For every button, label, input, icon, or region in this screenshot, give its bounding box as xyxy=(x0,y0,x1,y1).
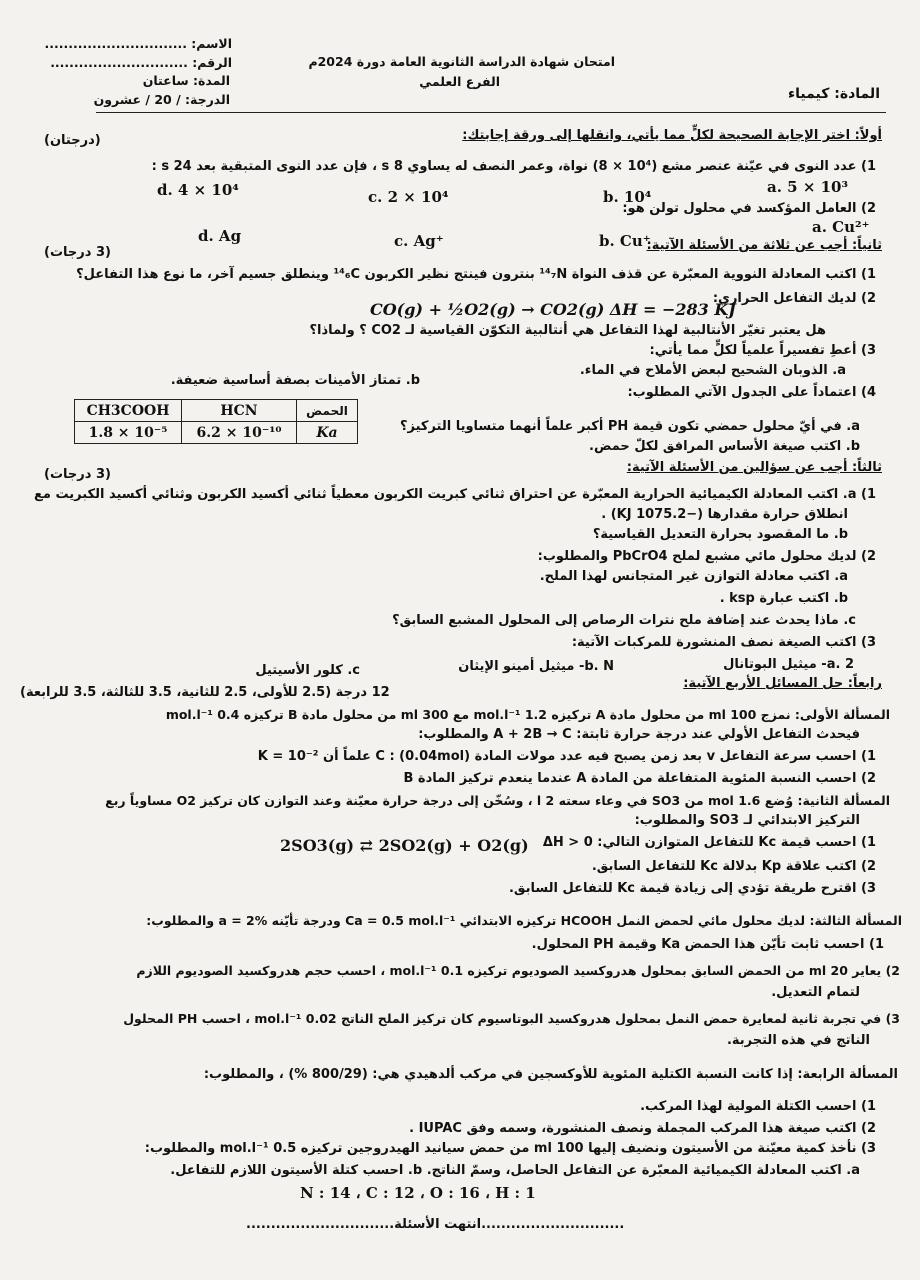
part3-q3-option-c: c. كلور الأسيتيل xyxy=(255,663,360,678)
problem3-q2: 2) يعاير 20 ml من الحمض السابق بمحلول هدروكسيد الصوديوم تركيزه 0.1 mol.l⁻¹ ، احسب حجم هدروكسيد الصوديوم اللازم xyxy=(136,963,900,978)
problem1-q2: 2) احسب النسبة المئوية المتفاعلة من المادة A عندما ينعدم تركيز المادة B xyxy=(403,771,876,786)
table-cell: 1.8 × 10⁻⁵ xyxy=(75,422,182,444)
part2-q2-equation: CO(g) + ½O2(g) → CO2(g) ΔH = −283 KJ xyxy=(370,300,736,319)
problem4-q1: 1) احسب الكتلة المولية لهذا المركب. xyxy=(640,1099,876,1114)
end-of-questions: .............................انتهت الأسئلة.............................. xyxy=(246,1217,625,1232)
part4-points: 12 درجة (2.5 للأولى، 2.5 للثانية، 3.5 للثالثة، 3.5 للرابعة) xyxy=(20,685,390,700)
part2-points: (3 درجات) xyxy=(44,245,111,260)
part3-q3-option-a: a. 2- ميثيل البوتانال xyxy=(723,657,854,672)
part3-q1a: 1) a. اكتب المعادلة الكيميائية الحرارية المعبّرة عن احتراق ثنائي كبريت الكربون معطياً ثنائي أكسيد الكربون وثنائي أكسيد الكبريت مع xyxy=(34,487,876,502)
part3-q3: 3) اكتب الصيغة نصف المنشورة للمركبات الآتية: xyxy=(571,635,876,650)
atomic-masses: N : 14 ، C : 12 ، O : 16 ، H : 1 xyxy=(300,1184,536,1202)
part2-q2: 2) لديك التفاعل الحراري: xyxy=(712,291,876,306)
problem3-statement: المسألة الثالثة: لديك محلول مائي لحمض النمل HCOOH تركيزه الابتدائي Ca = 0.5 mol.l⁻¹ ودرجة تأيّنه a = 2% والمطلوب: xyxy=(146,913,902,928)
part2-q1: 1) اكتب المعادلة النووية المعبّرة عن قذف النواة ¹⁴₇N بنترون فينتج نظير الكربون ¹⁴₆C وينطلق جسيم آخر، ما نوع هذا التفاعل؟ xyxy=(76,267,876,282)
table-row xyxy=(75,400,358,422)
problem4-q3: 3) نأخذ كمية معيّنة من الأسيتون ونضيف إليها 100 ml من حمض سيانيد الهيدروجين تركيزه 0.5 mol.l⁻¹ والمطلوب: xyxy=(144,1141,876,1156)
exam-subject: المادة: كيمياء xyxy=(788,86,880,102)
exam-grade: الدرجة: / 20 / عشرون xyxy=(93,92,230,107)
header-divider xyxy=(96,112,886,113)
part1-points: (درجتان) xyxy=(44,133,101,148)
part3-q1b: b. ما المقصود بحرارة التعديل القياسية؟ xyxy=(592,527,848,542)
problem3-q3: 3) في تجربة ثانية لمعايرة حمض النمل بمحلول هدروكسيد البوتاسيوم كان تركيز الملح الناتج 0.02 mol.l⁻¹ ، احسب PH المحلول xyxy=(123,1011,900,1026)
exam-duration: المدة: ساعتان xyxy=(142,73,230,88)
part1-q2-option-d: d. Ag xyxy=(198,227,242,245)
problem3-q3-cont: الناتج في هذه التجربة. xyxy=(726,1033,870,1048)
part1-q1: 1) عدد النوى في عيّنة عنصر مشع (10⁴ × 8) نواة، وعمر النصف له يساوي 8 s ، فإن عدد النوى المتبقية بعد 24 s : xyxy=(151,159,876,174)
part2-q4b: b. اكتب صيغة الأساس المرافق لكلّ حمض. xyxy=(589,439,860,454)
problem2-q3: 3) اقترح طريقة تؤدي إلى زيادة قيمة Kc للتفاعل السابق. xyxy=(508,881,876,896)
part1-q2-option-b: b. Cu⁺ xyxy=(599,232,651,250)
problem3-q2-cont: لتمام التعديل. xyxy=(771,985,860,1000)
problem2-q1: 1) احسب قيمة Kc للتفاعل المتوازن التالي: ΔH > 0 xyxy=(542,835,876,850)
problem2-q2: 2) اكتب علاقة Kp بدلالة Kc للتفاعل السابق. xyxy=(591,859,876,874)
problem2-statement-cont: التركيز الابتدائي لـ SO3 والمطلوب: xyxy=(634,813,860,828)
part1-q1-option-a: a. 5 × 10³ xyxy=(767,178,849,196)
part2-q3: 3) أعطِ تفسيراً علمياً لكلٍّ مما يأتي: xyxy=(649,343,876,358)
part1-q2: 2) العامل المؤكسد في محلول تولن هو: xyxy=(622,201,876,216)
part3-q2: 2) لديك محلول مائي مشبع لملح PbCrO4 والمطلوب: xyxy=(537,549,876,564)
part1-q1-option-c: c. 2 × 10⁴ xyxy=(368,188,449,206)
part3-points: (3 درجات) xyxy=(44,467,111,482)
table-cell: 6.2 × 10⁻¹⁰ xyxy=(182,422,297,444)
problem3-q1: 1) احسب ثابت تأيّن هذا الحمض Ka وقيمة PH المحلول. xyxy=(531,937,884,952)
part2-q3b: b. تمتاز الأمينات بصفة أساسية ضعيفة. xyxy=(170,373,420,388)
part2-q4: 4) اعتماداً على الجدول الآتي المطلوب: xyxy=(627,385,876,400)
problem1-q1: 1) احسب سرعة التفاعل v بعد زمن يصبح فيه عدد مولات المادة C : (0.04mol) علماً أن K = 10⁻² xyxy=(257,749,876,764)
part4-title: رابعاً: حل المسائل الأربع الآتية: xyxy=(683,676,882,691)
part2-q2-question: هل يعتبر تغيّر الأنتالبية لهذا التفاعل هي أنتالبية التكوّن القياسية لـ CO2 ؟ ولماذا؟ xyxy=(309,323,826,338)
part3-q3-option-b: b. N- ميثيل أمينو الإيثان xyxy=(458,659,614,674)
part2-q4a: a. في أيّ محلول حمضي تكون قيمة PH أكبر علماً أنهما متساويا التركيز؟ xyxy=(399,419,860,434)
student-number-field: الرقم: ............................. xyxy=(50,55,232,70)
problem1-reaction: فيحدث التفاعل الأولي عند درجة حرارة ثابتة: A + 2B → C والمطلوب: xyxy=(418,727,860,742)
part1-q1-option-b: b. 10⁴ xyxy=(603,188,652,206)
exam-branch: الفرع العلمي xyxy=(419,74,500,89)
part1-q2-option-c: c. Ag⁺ xyxy=(394,232,444,250)
acid-constants-table xyxy=(74,399,358,444)
part3-title: ثالثاً: أجب عن سؤالين من الأسئلة الآتية: xyxy=(626,460,882,475)
table-cell: HCN xyxy=(182,400,297,422)
table-cell: Ka xyxy=(297,422,358,444)
part1-q1-option-d: d. 4 × 10⁴ xyxy=(157,181,239,199)
table-cell: الحمض xyxy=(297,400,358,422)
problem4-q2: 2) اكتب صيغة هذا المركب المجملة ونصف المنشورة، وسمه وفق IUPAC . xyxy=(409,1121,876,1136)
problem4-q3a: a. اكتب المعادلة الكيميائية المعبّرة عن التفاعل الحاصل، وسمّ الناتج. b. احسب كتلة الأسيتون اللازم للتفاعل. xyxy=(170,1163,860,1178)
student-name-field: الاسم: .............................. xyxy=(44,36,232,51)
part3-q1a-cont: انطلاق حرارة مقدارها (−1075.2 KJ) . xyxy=(601,507,848,522)
part3-q2a: a. اكتب معادلة التوازن غير المتجانس لهذا الملح. xyxy=(539,569,848,584)
part3-q2c: c. ماذا يحدث عند إضافة ملح نترات الرصاص إلى المحلول المشبع السابق؟ xyxy=(392,613,856,628)
problem2-equation: 2SO3(g) ⇄ 2SO2(g) + O2(g) xyxy=(280,836,529,855)
problem4-statement: المسألة الرابعة: إذا كانت النسبة الكتلية المئوية للأوكسجين في مركب ألدهيدي هي: (800/29 %) ، والمطلوب: xyxy=(203,1067,898,1082)
problem1-statement: المسألة الأولى: نمزج 100 ml من محلول مادة A تركيزه 1.2 mol.l⁻¹ مع 300 ml من محلول مادة B تركيزه 0.4 mol.l⁻¹ xyxy=(165,707,890,722)
table-cell: CH3COOH xyxy=(75,400,182,422)
part2-title: ثانياً: أجب عن ثلاثة من الأسئلة الآتية: xyxy=(646,238,882,253)
part3-q2b: b. اكتب عبارة ksp . xyxy=(719,591,848,606)
part1-q2-option-a: a. Cu²⁺ xyxy=(812,218,870,236)
part1-title: أولاً: اختر الإجابة الصحيحة لكلٍّ مما يأتي، وانقلها إلى ورقة إجابتك: xyxy=(462,128,882,143)
part2-q3a: a. الذوبان الشحيح لبعض الأملاح في الماء. xyxy=(579,363,846,378)
table-row xyxy=(75,422,358,444)
exam-title: امتحان شهادة الدراسة الثانوية العامة دورة 2024م xyxy=(308,54,615,69)
problem2-statement: المسألة الثانية: وُضع 1.6 mol من SO3 في وعاء سعته 2 l ، وسُخّن إلى درجة حرارة معيّنة وعند التوازن كان تركيز O2 مساوياً ربع xyxy=(105,793,890,808)
